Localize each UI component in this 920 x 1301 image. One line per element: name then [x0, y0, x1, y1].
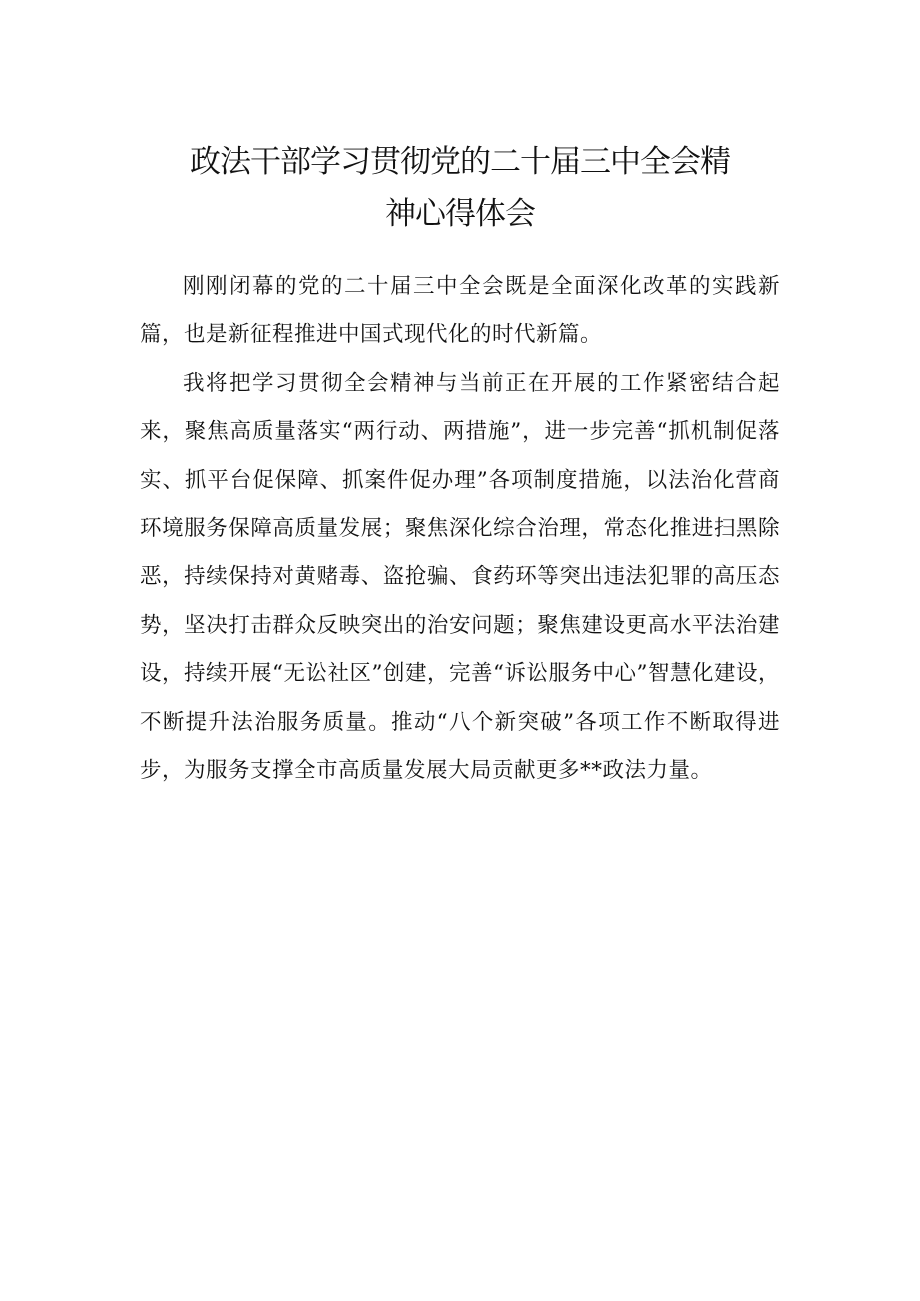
- document-title: [140, 136, 780, 240]
- paragraph-1: 刚刚闭幕的党的二十届三中全会既是全面深化改革的实践新篇，也是新征程推进中国式现代化的时代新篇。: [140, 274, 780, 348]
- title-line-2: 神心得体会: [385, 196, 535, 232]
- title-line-1: 政法干部学习贯彻党的二十届三中全会精: [190, 144, 730, 180]
- document-body: [140, 263, 780, 795]
- paragraph-2: 我将把学习贯彻全会精神与当前正在开展的工作紧密结合起来，聚焦高质量落实“两行动、两措施”，进一步完善“抓机制促落实、抓平台促保障、抓案件促办理”各项制度措施，以法治化营商环境服务保障高质量发展；聚焦深化综合治理，常态化推进扫黑除恶，持续保持对黄赌毒、盗抢骗、食药环等突出违法犯罪的高压态势，坚决打击群众反映突出的治安问题；聚焦建设更高水平法治建设，持续开展“无讼社区”创建，完善“诉讼服务中心”智慧化建设，不断提升法治服务质量。推动“八个新突破”各项工作不断取得进步，为服务支撑全市高质量发展大局贡献更多**政法力量。: [140, 370, 780, 784]
